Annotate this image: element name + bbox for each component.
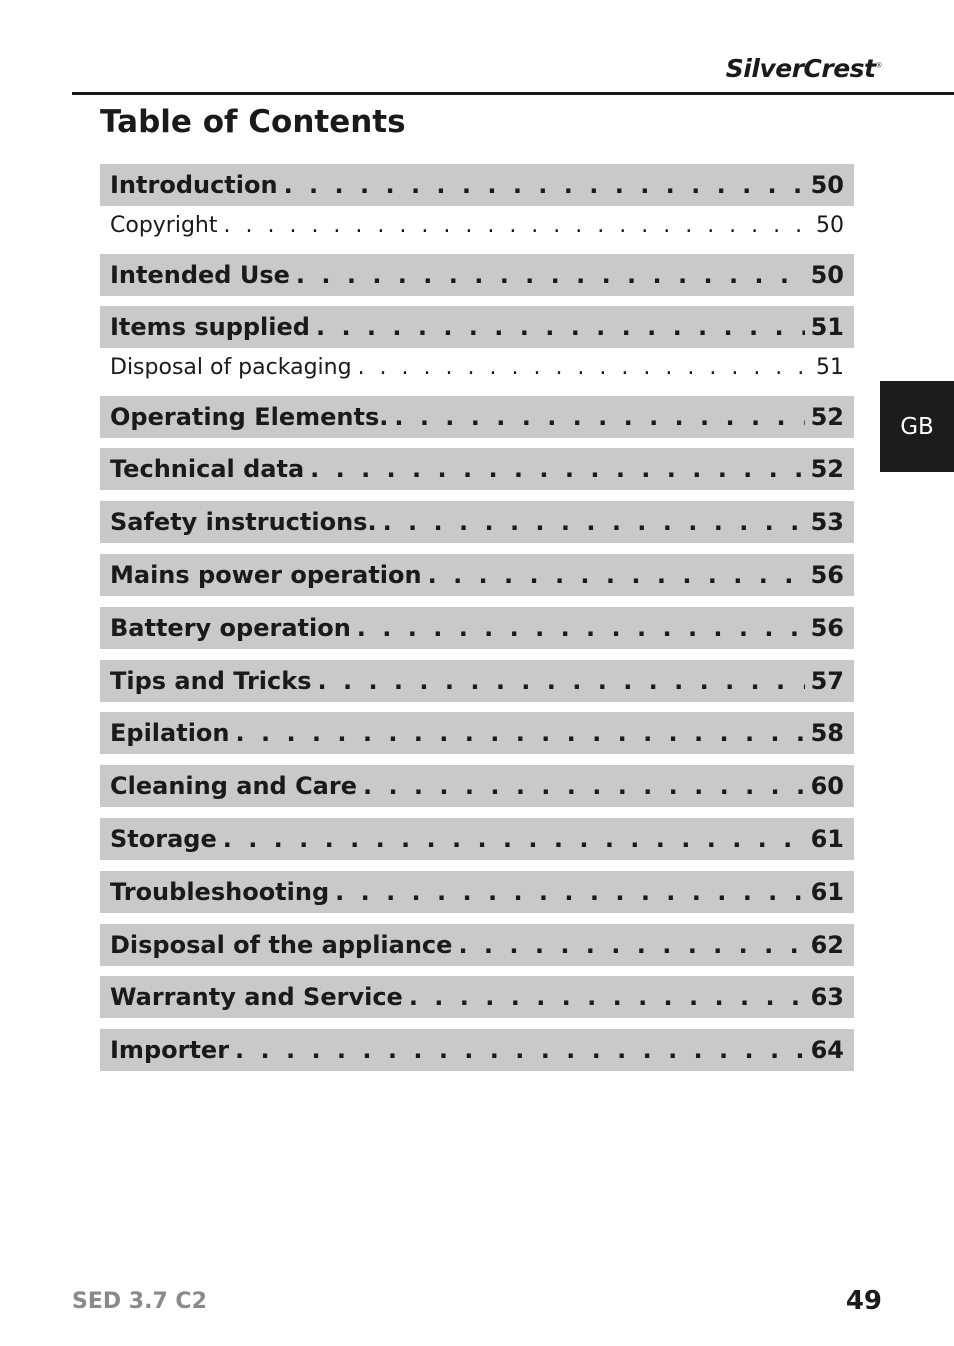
toc-entry-label: Disposal of the appliance: [110, 931, 453, 959]
toc-dot-leader: [383, 508, 805, 536]
toc-entry-label: Warranty and Service: [110, 983, 403, 1011]
toc-entry-page: 51: [816, 354, 844, 380]
toc-entry-label: Epilation: [110, 719, 230, 747]
toc-dot-leader: [316, 313, 805, 341]
toc-entry-page: 50: [816, 212, 844, 238]
toc-dot-leader: [409, 983, 805, 1011]
toc-entry-page: 52: [810, 403, 844, 431]
toc-subentry[interactable]: [100, 208, 854, 242]
toc-entry[interactable]: [100, 660, 854, 702]
toc-entry-label: Technical data: [110, 455, 305, 483]
page-title: Table of Contents: [100, 104, 406, 140]
toc-entry-page: 53: [810, 508, 844, 536]
model-number: SED 3.7 C2: [72, 1289, 207, 1314]
toc-entry-label: Storage: [110, 825, 217, 853]
toc-entry[interactable]: [100, 396, 854, 438]
toc-entry-page: 63: [810, 983, 844, 1011]
toc-dot-leader: [296, 261, 805, 289]
toc-entry-page: 51: [810, 313, 844, 341]
toc-entry-page: 62: [810, 931, 844, 959]
toc-entry-label: Introduction: [110, 171, 278, 199]
toc-entry-label: Copyright: [110, 212, 218, 238]
toc-dot-leader: [458, 931, 804, 959]
toc-entry-page: 64: [810, 1036, 844, 1064]
toc-dot-leader: [335, 878, 804, 906]
toc-entry-page: 52: [810, 455, 844, 483]
toc-entry-label: Mains power operation: [110, 561, 422, 589]
toc-entry-label: Items supplied: [110, 313, 310, 341]
toc-entry[interactable]: [100, 818, 854, 860]
toc-entry[interactable]: [100, 448, 854, 490]
toc-entry[interactable]: [100, 254, 854, 296]
toc-entry[interactable]: [100, 712, 854, 754]
header-divider: [72, 92, 954, 95]
toc-entry-page: 56: [810, 561, 844, 589]
language-tab: [880, 381, 954, 472]
toc-entry[interactable]: [100, 871, 854, 913]
toc-dot-leader: [284, 171, 805, 199]
toc-dot-leader: [428, 561, 805, 589]
registered-mark: ®: [875, 61, 882, 70]
toc-dot-leader: [223, 825, 805, 853]
toc-entry-page: 61: [810, 878, 844, 906]
toc-entry-label: Intended Use: [110, 261, 290, 289]
toc-dot-leader: [236, 719, 805, 747]
toc-entry[interactable]: [100, 501, 854, 543]
toc-entry-label: Tips and Tricks: [110, 667, 312, 695]
toc-dot-leader: [310, 455, 804, 483]
toc-entry-page: 50: [810, 261, 844, 289]
toc-entry-page: 56: [810, 614, 844, 642]
toc-dot-leader: [358, 355, 810, 380]
toc-dot-leader: [394, 403, 804, 431]
language-tab-label: GB: [900, 413, 934, 440]
toc-entry-page: 60: [810, 772, 844, 800]
toc-entry[interactable]: [100, 976, 854, 1018]
toc-entry-label: Safety instructions.: [110, 508, 377, 536]
toc-dot-leader: [357, 614, 805, 642]
toc-entry-label: Importer: [110, 1036, 230, 1064]
toc-entry-label: Cleaning and Care: [110, 772, 357, 800]
page-number: 49: [845, 1286, 882, 1316]
toc-entry-page: 50: [810, 171, 844, 199]
toc-entry-page: 58: [810, 719, 844, 747]
toc-entry-label: Battery operation: [110, 614, 351, 642]
toc-entry[interactable]: [100, 554, 854, 596]
toc-dot-leader: [224, 213, 811, 238]
toc-entry-page: 61: [810, 825, 844, 853]
toc-subentry[interactable]: [100, 350, 854, 384]
brand-logo: [726, 54, 882, 83]
toc-entry[interactable]: [100, 306, 854, 348]
toc-entry-page: 57: [810, 667, 844, 695]
toc-entry-label: Operating Elements.: [110, 403, 389, 431]
toc-dot-leader: [363, 772, 805, 800]
toc-entry[interactable]: [100, 1029, 854, 1071]
toc-dot-leader: [235, 1036, 805, 1064]
toc-entry[interactable]: [100, 164, 854, 206]
toc-entry[interactable]: [100, 765, 854, 807]
toc-dot-leader: [318, 667, 805, 695]
toc-entry[interactable]: [100, 607, 854, 649]
toc-entry[interactable]: [100, 924, 854, 966]
toc-entry-label: Disposal of packaging: [110, 354, 352, 380]
toc-entry-label: Troubleshooting: [110, 878, 330, 906]
brand-name: SilverCrest: [725, 54, 876, 83]
